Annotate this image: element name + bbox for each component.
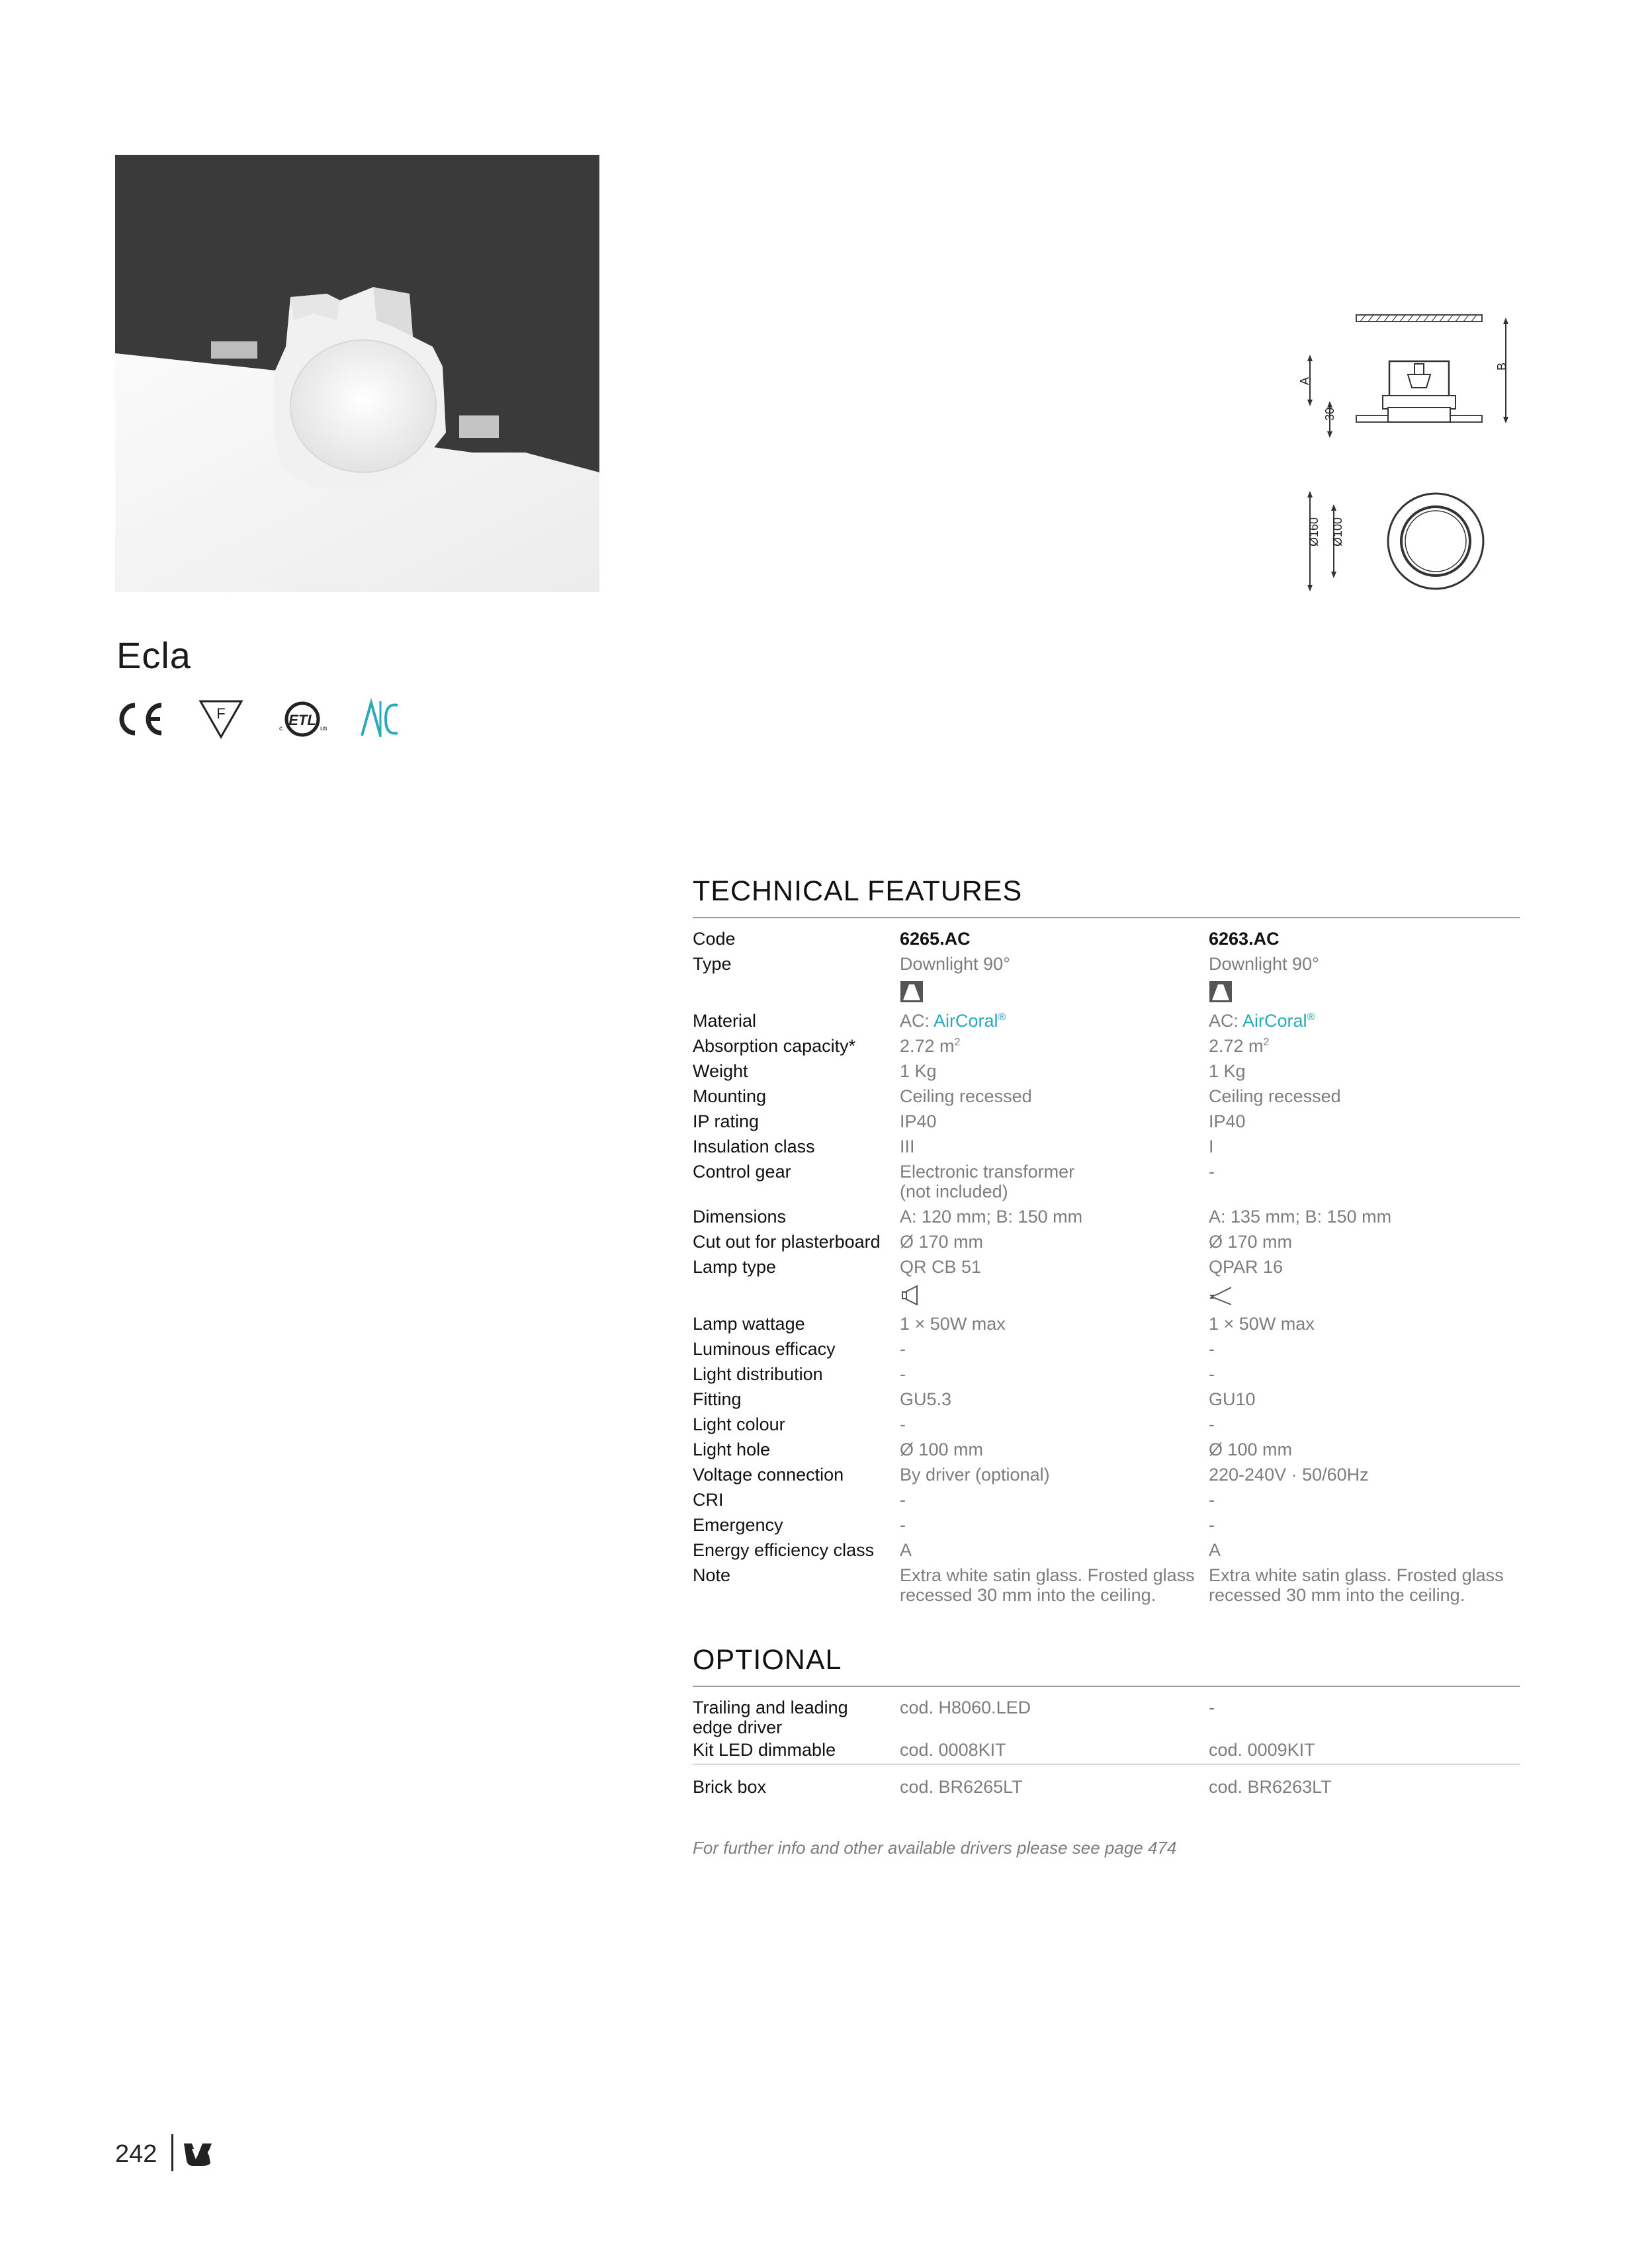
spec-value-6265: IP40 bbox=[900, 1111, 937, 1131]
spec-label: Mounting bbox=[693, 1086, 767, 1106]
product-photo bbox=[115, 155, 599, 592]
optional-label-line2: edge driver bbox=[693, 1717, 783, 1737]
spec-value-6263: 1 × 50W max bbox=[1209, 1314, 1315, 1334]
spec-label: Light hole bbox=[693, 1440, 771, 1459]
control-gear-line1: Electronic transformer bbox=[900, 1162, 1075, 1182]
spec-value-6265: Downlight 90° bbox=[900, 954, 1010, 974]
dim-b-label: B bbox=[1495, 362, 1508, 370]
dim-a-label: A bbox=[1298, 376, 1311, 385]
spec-value-6263: Ø 100 mm bbox=[1209, 1440, 1293, 1459]
registered-mark: ® bbox=[998, 1012, 1006, 1023]
etl-mark-icon bbox=[273, 696, 332, 742]
svg-text:us: us bbox=[320, 725, 327, 732]
certification-marks bbox=[115, 696, 419, 742]
spec-value-6263: - bbox=[1209, 1515, 1215, 1535]
optional-label: Kit LED dimmable bbox=[693, 1740, 836, 1760]
spec-row-ip-rating bbox=[693, 1109, 1520, 1134]
note-line1: Extra white satin glass. Frosted glass bbox=[1209, 1565, 1504, 1585]
spec-value-6265: GU5.3 bbox=[900, 1389, 952, 1409]
spec-row-lamp-wattage bbox=[693, 1311, 1520, 1336]
spec-value-6265: 1 Kg bbox=[900, 1061, 937, 1081]
f-mark-icon bbox=[198, 696, 244, 742]
footnote: For further info and other available drivers please see page 474 bbox=[693, 1838, 1177, 1858]
spec-label: Type bbox=[693, 954, 732, 974]
spec-value-6263: GU10 bbox=[1209, 1389, 1256, 1409]
spec-row-cri bbox=[693, 1487, 1520, 1512]
spec-label: Code bbox=[693, 929, 736, 949]
spec-label: Light distribution bbox=[693, 1364, 823, 1384]
page-number-divider bbox=[171, 2134, 173, 2171]
unit-exponent: 2 bbox=[1263, 1037, 1270, 1048]
spec-row-material bbox=[693, 1008, 1520, 1033]
absorption-value: 2.72 m bbox=[1209, 1036, 1264, 1056]
optional-value-6265: cod. 0008KIT bbox=[900, 1740, 1006, 1760]
optional-value-6265: cod. H8060.LED bbox=[900, 1698, 1031, 1717]
optional-label bbox=[693, 1695, 900, 1737]
spec-value-6265: 6265.AC bbox=[900, 929, 971, 949]
unit-exponent: 2 bbox=[954, 1037, 961, 1048]
spec-label: Lamp type bbox=[693, 1257, 777, 1277]
spec-row-voltage bbox=[693, 1462, 1520, 1487]
spec-value-6265: - bbox=[900, 1490, 906, 1510]
spec-label: Note bbox=[693, 1565, 731, 1585]
spec-row-type-icons bbox=[693, 976, 1520, 1008]
spec-value-6263: IP40 bbox=[1209, 1111, 1246, 1131]
spec-label: Lamp wattage bbox=[693, 1314, 805, 1334]
spec-label: Energy efficiency class bbox=[693, 1540, 875, 1560]
spec-label: Fitting bbox=[693, 1389, 742, 1409]
spec-value-6265: QR CB 51 bbox=[900, 1257, 982, 1277]
dim-30-label: 30 bbox=[1323, 407, 1336, 421]
aircoral-brand: AirCoral bbox=[1242, 1011, 1307, 1031]
spec-value-6263: Ø 170 mm bbox=[1209, 1232, 1293, 1252]
optional-heading: OPTIONAL bbox=[693, 1644, 842, 1676]
spec-value-6265: - bbox=[900, 1414, 906, 1434]
spec-row-lamp-icons bbox=[693, 1279, 1520, 1311]
spec-row-lamp-type bbox=[693, 1254, 1520, 1279]
spec-value-6263: QPAR 16 bbox=[1209, 1257, 1283, 1277]
dim-d160-label: Ø160 bbox=[1307, 517, 1321, 546]
svg-text:c: c bbox=[279, 725, 283, 732]
spec-value-6265: Ø 100 mm bbox=[900, 1440, 984, 1459]
spec-label: Material bbox=[693, 1011, 757, 1031]
aircoral-mark-icon bbox=[357, 696, 403, 742]
dim-d100-label: Ø100 bbox=[1331, 517, 1344, 546]
spec-value-6265: 1 × 50W max bbox=[900, 1314, 1006, 1334]
spec-value-6265: - bbox=[900, 1364, 906, 1384]
optional-table bbox=[693, 1695, 1520, 1799]
spec-row-control-gear bbox=[693, 1159, 1520, 1204]
note-line1: Extra white satin glass. Frosted glass bbox=[900, 1565, 1195, 1585]
spec-label: Dimensions bbox=[693, 1207, 787, 1227]
svg-text:F: F bbox=[216, 705, 226, 722]
spec-label: CRI bbox=[693, 1490, 724, 1510]
spec-row-light-colour bbox=[693, 1412, 1520, 1437]
spec-value-6263: A: 135 mm; B: 150 mm bbox=[1209, 1207, 1392, 1227]
spec-value-6263: 220-240V · 50/60Hz bbox=[1209, 1465, 1369, 1485]
optional-row-kit bbox=[693, 1737, 1520, 1762]
spec-row-note bbox=[693, 1563, 1520, 1608]
optional-row-driver bbox=[693, 1695, 1520, 1737]
svg-text:ETL: ETL bbox=[288, 712, 316, 728]
spec-value-6265: Ceiling recessed bbox=[900, 1086, 1032, 1106]
technical-features-table bbox=[693, 926, 1520, 1608]
spec-value-6265 bbox=[900, 1563, 1209, 1608]
technical-features-heading: TECHNICAL FEATURES bbox=[693, 875, 1023, 907]
note-line2: recessed 30 mm into the ceiling. bbox=[900, 1585, 1156, 1605]
page-number: 242 bbox=[115, 2140, 157, 2168]
spec-value-6263: - bbox=[1209, 1490, 1215, 1510]
spec-value-6263 bbox=[1209, 1033, 1520, 1059]
spec-value-6263 bbox=[1209, 1563, 1520, 1608]
spec-value-6265: - bbox=[900, 1339, 906, 1359]
spec-row-code bbox=[693, 926, 1520, 951]
spec-label: Emergency bbox=[693, 1515, 783, 1535]
spec-value-6263: - bbox=[1209, 1339, 1215, 1359]
spec-row-light-distribution bbox=[693, 1362, 1520, 1387]
spec-value-6263: Ceiling recessed bbox=[1209, 1086, 1341, 1106]
spec-value-6265 bbox=[900, 1159, 1209, 1204]
spec-row-light-hole bbox=[693, 1437, 1520, 1462]
spec-label: Light colour bbox=[693, 1414, 785, 1434]
spec-value-6263: - bbox=[1209, 1414, 1215, 1434]
spec-row-absorption bbox=[693, 1033, 1520, 1059]
spec-label: Luminous efficacy bbox=[693, 1339, 836, 1359]
aircoral-brand: AirCoral bbox=[934, 1011, 998, 1031]
optional-value-6263: - bbox=[1209, 1698, 1215, 1717]
absorption-value: 2.72 m bbox=[900, 1036, 955, 1056]
spec-row-weight bbox=[693, 1059, 1520, 1084]
spec-value-6263: Downlight 90° bbox=[1209, 954, 1319, 974]
spec-value-6263: A bbox=[1209, 1540, 1221, 1560]
optional-label: Brick box bbox=[693, 1777, 767, 1797]
spec-row-mounting bbox=[693, 1084, 1520, 1109]
spec-value-6265: - bbox=[900, 1515, 906, 1535]
optional-rule bbox=[693, 1686, 1520, 1687]
optional-row-brick-box bbox=[693, 1774, 1520, 1799]
spec-row-insulation bbox=[693, 1134, 1520, 1159]
downlight-beam-icon bbox=[1209, 980, 1233, 1003]
spec-value-6265 bbox=[900, 1033, 1209, 1059]
dichroic-lamp-icon bbox=[900, 1283, 924, 1307]
spec-value-6265: A: 120 mm; B: 150 mm bbox=[900, 1207, 1083, 1227]
spec-row-dimensions bbox=[693, 1204, 1520, 1229]
downlight-beam-icon bbox=[900, 980, 924, 1003]
spec-value-6265: A bbox=[900, 1540, 912, 1560]
optional-value-6265: cod. BR6265LT bbox=[900, 1777, 1023, 1797]
ce-mark-icon bbox=[115, 696, 168, 742]
registered-mark: ® bbox=[1307, 1012, 1315, 1023]
spec-row-fitting bbox=[693, 1387, 1520, 1412]
spec-value-6263: 6263.AC bbox=[1209, 929, 1280, 949]
spec-label: Control gear bbox=[693, 1162, 791, 1182]
material-prefix: AC: bbox=[900, 1011, 934, 1031]
par-lamp-icon bbox=[1209, 1283, 1235, 1307]
note-line2: recessed 30 mm into the ceiling. bbox=[1209, 1585, 1465, 1605]
spec-value-6265 bbox=[900, 1008, 1209, 1033]
spec-row-luminous-efficacy bbox=[693, 1336, 1520, 1362]
spec-value-6263: I bbox=[1209, 1137, 1214, 1156]
optional-value-6263: cod. 0009KIT bbox=[1209, 1740, 1315, 1760]
spec-value-6263: 1 Kg bbox=[1209, 1061, 1246, 1081]
spec-row-cut-out bbox=[693, 1229, 1520, 1254]
technical-features-rule bbox=[693, 917, 1520, 918]
spec-value-6265: Ø 170 mm bbox=[900, 1232, 984, 1252]
spec-row-type bbox=[693, 951, 1520, 976]
control-gear-line2: (not included) bbox=[900, 1182, 1008, 1201]
spec-label: Voltage connection bbox=[693, 1465, 844, 1485]
technical-drawing bbox=[1290, 311, 1542, 602]
spec-value-6263: - bbox=[1209, 1162, 1215, 1182]
spec-value-6265: By driver (optional) bbox=[900, 1465, 1050, 1485]
product-title: Ecla bbox=[116, 634, 191, 676]
spec-label: Weight bbox=[693, 1061, 748, 1081]
brand-logo-icon bbox=[183, 2141, 213, 2167]
spec-label: Cut out for plasterboard bbox=[693, 1232, 881, 1252]
spec-label: IP rating bbox=[693, 1111, 760, 1131]
spec-value-6263: - bbox=[1209, 1364, 1215, 1384]
spec-label: Insulation class bbox=[693, 1137, 815, 1156]
optional-label-line1: Trailing and leading bbox=[693, 1698, 848, 1717]
optional-value-6263: cod. BR6263LT bbox=[1209, 1777, 1332, 1797]
spec-value-6265: III bbox=[900, 1137, 915, 1156]
material-prefix: AC: bbox=[1209, 1011, 1243, 1031]
spec-row-energy-class bbox=[693, 1537, 1520, 1563]
spec-value-6263 bbox=[1209, 1008, 1520, 1033]
spec-row-emergency bbox=[693, 1512, 1520, 1537]
spec-label: Absorption capacity* bbox=[693, 1036, 856, 1056]
